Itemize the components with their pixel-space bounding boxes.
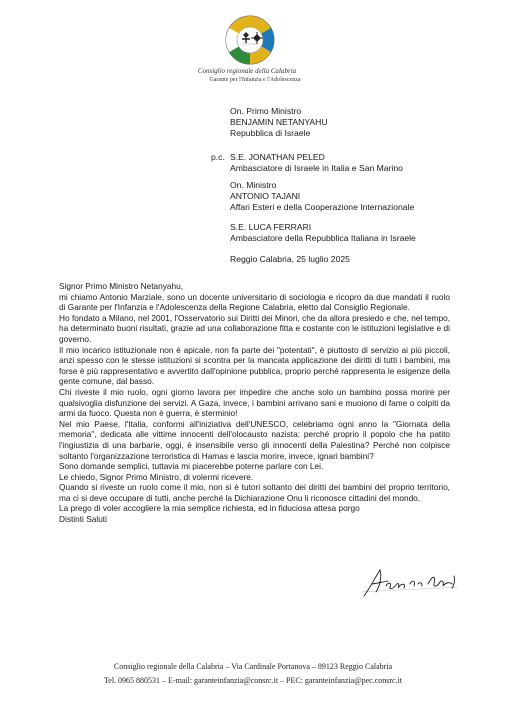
recipient-line: Ambasciatore di Israele in Italia e San Marino [230, 163, 403, 173]
body-paragraph: Ho fondato a Milano, nel 2001, l'Osservatorio sui Diritti dei Minori, che da allora presiedo e che, nel tempo, ha determinato buoni risultati, grazie ad una collaborazione fitta e costante con le istituzioni legislative e di governo. [59, 312, 450, 344]
body-paragraph: mi chiamo Antonio Marziale, sono un docente universitario di sociologia e ricopro da due mandati il ruolo di Garante per l'Infanzia e l'Adolescenza della Regione Calabria, eletto dal Consiglio Regionale. [59, 291, 450, 313]
footer-address: Consiglio regionale della Calabria – Via Cardinale Portanova – 89123 Reggio Calabria [113, 662, 393, 671]
region-emblem-icon [224, 14, 276, 66]
handwritten-signature [360, 562, 460, 602]
recipient-line: BENJAMIN NETANYAHU [230, 117, 328, 127]
date-line: Reggio Calabria, 25 luglio 2025 [230, 254, 350, 264]
closing: Distinti Saluti [59, 514, 107, 525]
body-paragraph: Chi riveste il mio ruolo, ogni giorno lavora per impedire che anche solo un bambino possa morire per qualsivoglia disfunzione dei servizi. A Gaza, invece, i bambini arrivano sani e muoiono di fame o colpiti da armi da fuoco. Questa non è guerra, è sterminio! [59, 386, 450, 419]
recipient-block-1 [230, 106, 328, 139]
body-paragraph: Il mio incarico istituzionale non è apicale, non fa parte dei "potentati", è piuttosto di servizio ai più piccoli, anzi spesso con le stesse istituzioni si scontra per la mancata applicazione dei diritti di tutti i bambini, ma forse è più rappresentativo e avvertito dall'opinione pubblica, proprio perché rappresenta le esigenze della gente comune, dal basso. [59, 344, 450, 387]
recipient-line: Affari Esteri e della Cooperazione Internazionale [230, 202, 415, 212]
institution-name: Consiglio regionale della Calabria [197, 67, 297, 75]
body-paragraph: La prego di voler accogliere la mia semplice richiesta, ed in fiduciosa attesa porgo [59, 503, 360, 514]
recipient-block-3 [230, 180, 414, 213]
recipient-line: Ambasciatore della Repubblica Italiana in Israele [230, 233, 416, 243]
letter-body [59, 281, 450, 525]
body-paragraph: Nel mio Paese, l'Italia, conformi all'iniziativa dell'UNESCO, celebriamo ogni anno la "Giornata della memoria", dedicata alle vittime innocenti dell'olocausto nazista: perché proprio il popolo che ha patito l'ingiustizia di una barbarie, oggi, è insensibile verso gli innocenti della Palestina? Perché non colpisce soltanto l'organizzazione terroristica di Hamas e lascia morire, invece, ignari bambini? [59, 418, 450, 461]
recipient-line: On. Ministro [230, 180, 277, 190]
salutation: Signor Primo Ministro Netanyahu, [59, 281, 184, 291]
body-paragraph: Sono domande semplici, tuttavia mi piacerebbe poterne parlare con Lei. [59, 461, 324, 472]
body-paragraph: Quando si riveste un ruolo come il mio, non si è tutori soltanto dei diritti dei bambini del proprio territorio, ma ci si deve occupare di tutti, anche perché la Dichiarazione Onu li riconosce cittadini del mondo. [59, 482, 450, 503]
office-name: Garante per l'Infanzia e l'Adolescenza [209, 77, 301, 83]
pc-prefix: p.c. [211, 152, 225, 162]
recipient-line: On. Primo Ministro [230, 106, 302, 116]
footer-contacts: Tel. 0965 880531 – E-mail: garanteinfanzia@consrc.it – PEC: garanteinfanzia@pec.consrc.it [103, 676, 403, 685]
body-paragraph: Le chiedo, Signor Primo Ministro, di volermi ricevere. [59, 471, 254, 482]
recipient-line: Repubblica di Israele [230, 128, 311, 138]
recipient-block-2 [230, 152, 403, 174]
recipient-block-4 [230, 222, 416, 244]
recipient-line: S.E. LUCA FERRARI [230, 222, 312, 232]
recipient-line: ANTONIO TAJANI [230, 191, 301, 201]
recipient-line: S.E. JONATHAN PELED [230, 152, 325, 162]
